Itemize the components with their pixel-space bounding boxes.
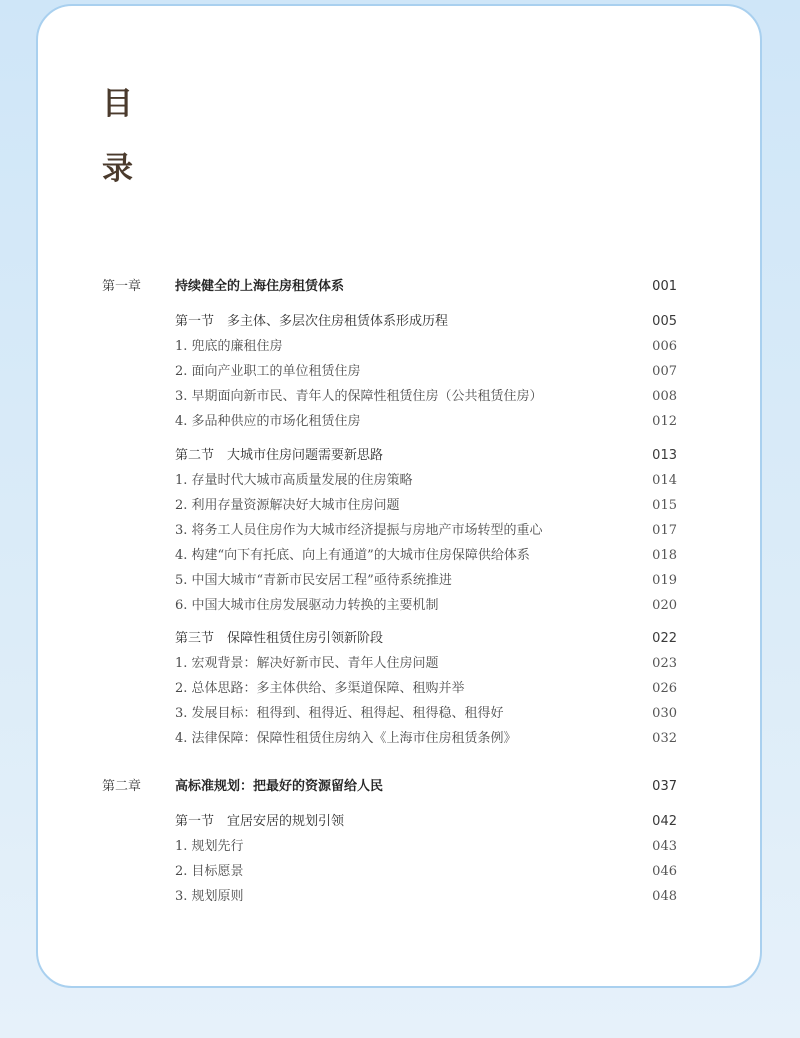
item-title: 3. 早期面向新市民、青年人的保障性租赁住房（公共租赁住房） — [175, 389, 543, 404]
page-number: 043 — [652, 839, 677, 854]
item-title: 2. 利用存量资源解决好大城市住房问题 — [175, 498, 400, 513]
item-title: 3. 将务工人员住房作为大城市经济提振与房地产市场转型的重心 — [175, 523, 543, 538]
toc-section[interactable] — [102, 628, 677, 650]
item-title: 2. 总体思路：多主体供给、多渠道保障、租购并举 — [175, 681, 465, 696]
page-number: 006 — [652, 339, 677, 354]
page-number: 008 — [652, 389, 677, 404]
toc-item[interactable] — [102, 411, 677, 433]
toc-item[interactable] — [102, 545, 677, 567]
chapter-label: 第二章 — [102, 779, 142, 794]
chapter-label: 第一章 — [102, 279, 142, 294]
page-number: 005 — [652, 314, 677, 329]
toc-section[interactable] — [102, 811, 677, 833]
item-title: 5. 中国大城市“青新市民安居工程”亟待系统推进 — [175, 573, 452, 588]
section-title: 第一节 多主体、多层次住房租赁体系形成历程 — [175, 314, 449, 329]
toc-heading-char-2: 录 — [102, 151, 133, 187]
item-title: 4. 法律保障：保障性租赁住房纳入《上海市住房租赁条例》 — [175, 731, 517, 746]
toc-item[interactable] — [102, 836, 677, 858]
item-title: 6. 中国大城市住房发展驱动力转换的主要机制 — [175, 598, 439, 613]
section-title: 第一节 宜居安居的规划引领 — [175, 814, 345, 829]
toc-card — [36, 4, 762, 988]
page-number: 026 — [652, 681, 677, 696]
toc-section[interactable] — [102, 311, 677, 333]
page-number: 037 — [652, 779, 677, 794]
toc-item[interactable] — [102, 520, 677, 542]
item-title: 4. 多品种供应的市场化租赁住房 — [175, 414, 361, 429]
item-title: 4. 构建“向下有托底、向上有通道”的大城市住房保障供给体系 — [175, 548, 530, 563]
toc-chapter-2[interactable] — [102, 776, 677, 798]
toc-item[interactable] — [102, 886, 677, 908]
toc-item[interactable] — [102, 653, 677, 675]
page-number: 042 — [652, 814, 677, 829]
toc-item[interactable] — [102, 336, 677, 358]
item-title: 3. 规划原则 — [175, 889, 244, 904]
page-number: 013 — [652, 448, 677, 463]
toc-chapter-1[interactable] — [102, 276, 677, 298]
item-title: 1. 兜底的廉租住房 — [175, 339, 283, 354]
section-title: 第三节 保障性租赁住房引领新阶段 — [175, 631, 384, 646]
page-number: 046 — [652, 864, 677, 879]
toc-item[interactable] — [102, 703, 677, 725]
chapter-title: 高标准规划：把最好的资源留给人民 — [175, 779, 384, 794]
toc-item[interactable] — [102, 570, 677, 592]
item-title: 3. 发展目标：租得到、租得近、租得起、租得稳、租得好 — [175, 706, 504, 721]
toc-item[interactable] — [102, 678, 677, 700]
toc-item[interactable] — [102, 861, 677, 883]
toc-section[interactable] — [102, 445, 677, 467]
page-number: 014 — [652, 473, 677, 488]
item-title: 1. 存量时代大城市高质量发展的住房策略 — [175, 473, 413, 488]
chapter-title: 持续健全的上海住房租赁体系 — [175, 279, 345, 294]
toc-heading-char-1: 目 — [102, 86, 133, 122]
page-number: 048 — [652, 889, 677, 904]
page-number: 018 — [652, 548, 677, 563]
toc-item[interactable] — [102, 386, 677, 408]
page-number: 001 — [652, 279, 677, 294]
toc-item[interactable] — [102, 728, 677, 750]
toc-item[interactable] — [102, 361, 677, 383]
page-number: 030 — [652, 706, 677, 721]
toc-item[interactable] — [102, 495, 677, 517]
page-number: 012 — [652, 414, 677, 429]
table-of-contents — [38, 6, 760, 986]
item-title: 2. 目标愿景 — [175, 864, 244, 879]
toc-item[interactable] — [102, 470, 677, 492]
page-number: 022 — [652, 631, 677, 646]
page-number: 019 — [652, 573, 677, 588]
item-title: 2. 面向产业职工的单位租赁住房 — [175, 364, 361, 379]
section-title: 第二节 大城市住房问题需要新思路 — [175, 448, 384, 463]
page-number: 020 — [652, 598, 677, 613]
page-number: 017 — [652, 523, 677, 538]
toc-item[interactable] — [102, 595, 677, 617]
item-title: 1. 宏观背景：解决好新市民、青年人住房问题 — [175, 656, 439, 671]
page-number: 032 — [652, 731, 677, 746]
page-number: 015 — [652, 498, 677, 513]
item-title: 1. 规划先行 — [175, 839, 244, 854]
page-number: 023 — [652, 656, 677, 671]
page-number: 007 — [652, 364, 677, 379]
